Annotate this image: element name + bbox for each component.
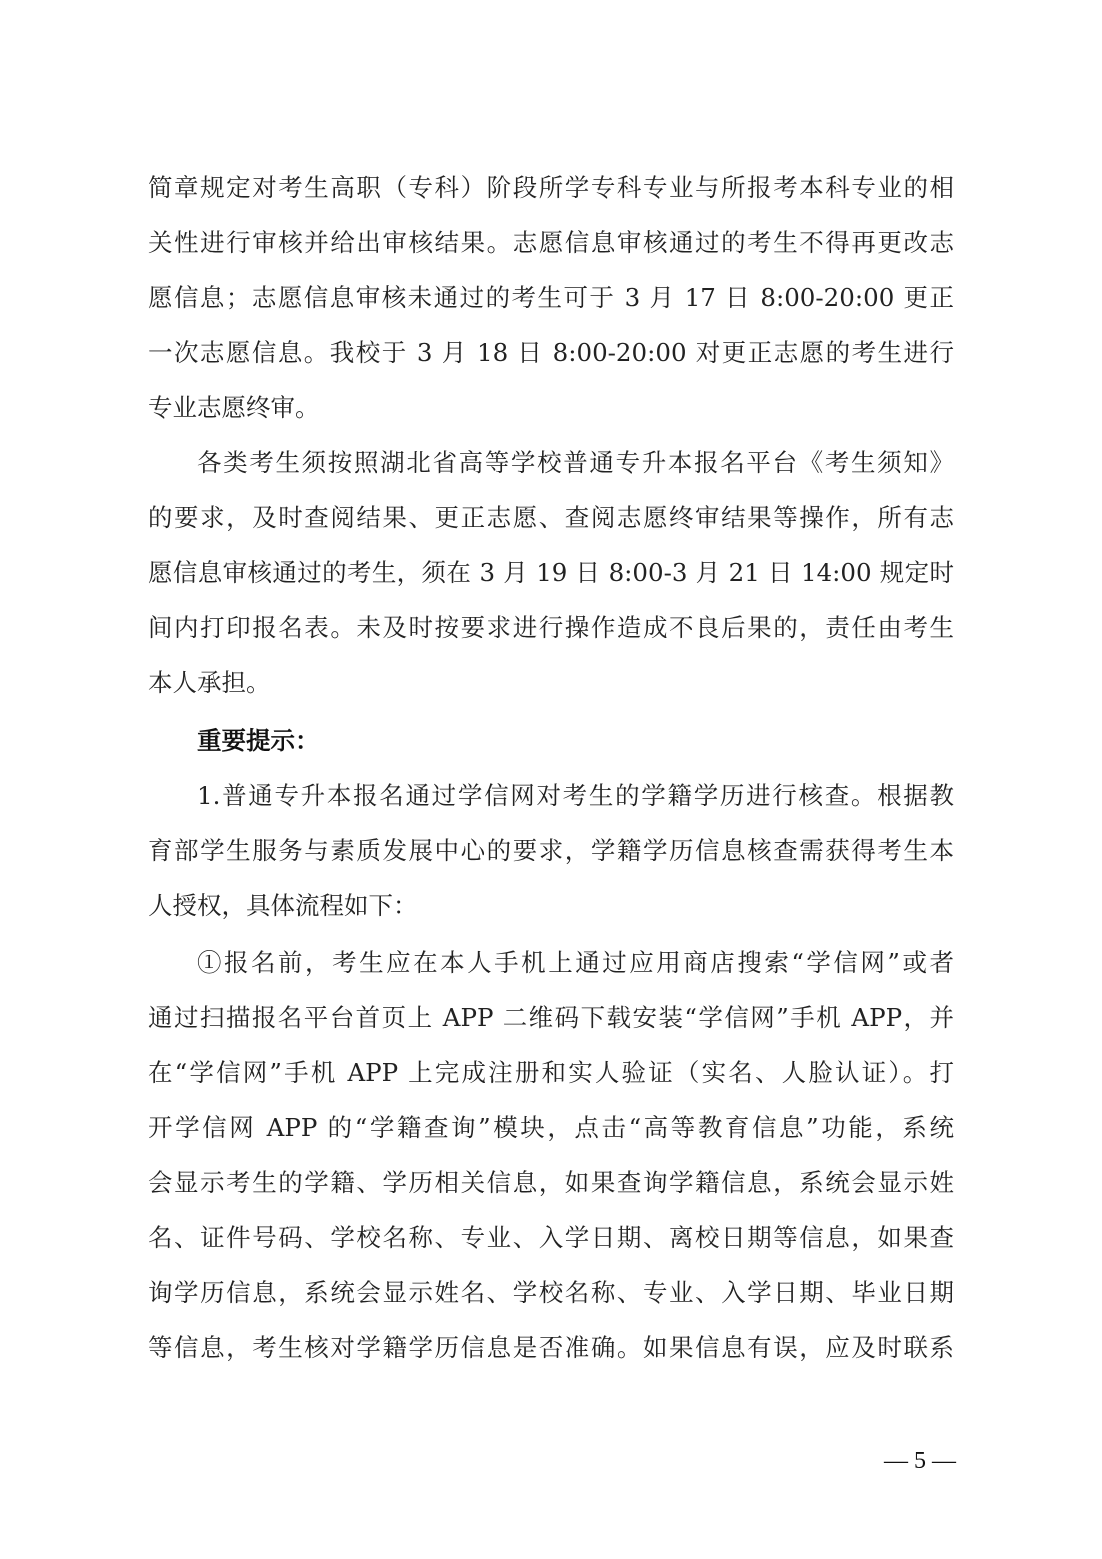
text-line: 一次志愿信息。我校于 3 月 18 日 8:00-20:00 对更正志愿的考生进行 xyxy=(148,338,954,367)
text-line: ①报名前，考生应在本人手机上通过应用商店搜索“学信网”或者 xyxy=(197,948,954,977)
text-line: 会显示考生的学籍、学历相关信息，如果查询学籍信息，系统会显示姓 xyxy=(148,1168,954,1197)
text-line: 的要求，及时查阅结果、更正志愿、查阅志愿终审结果等操作，所有志 xyxy=(148,503,954,532)
text-line: 等信息，考生核对学籍学历信息是否准确。如果信息有误，应及时联系 xyxy=(148,1333,954,1362)
text-line: 人授权，具体流程如下： xyxy=(148,891,418,920)
text-line: 愿信息审核通过的考生，须在 3 月 19 日 8:00-3 月 21 日 14:00 规定时 xyxy=(148,558,954,587)
text-line: 各类考生须按照湖北省高等学校普通专升本报名平台《考生须知》 xyxy=(197,448,954,477)
text-line: 间内打印报名表。未及时按要求进行操作造成不良后果的，责任由考生 xyxy=(148,613,954,642)
text-line: 在“学信网”手机 APP 上完成注册和实人验证（实名、人脸认证）。打 xyxy=(148,1058,954,1087)
text-line: 通过扫描报名平台首页上 APP 二维码下载安装“学信网”手机 APP，并 xyxy=(148,1003,954,1032)
section-heading: 重要提示： xyxy=(197,726,320,755)
text-line: 育部学生服务与素质发展中心的要求，学籍学历信息核查需获得考生本 xyxy=(148,836,954,865)
text-line: 专业志愿终审。 xyxy=(148,393,320,422)
text-line: 简章规定对考生高职（专科）阶段所学专科专业与所报考本科专业的相 xyxy=(148,173,954,202)
text-line: 关性进行审核并给出审核结果。志愿信息审核通过的考生不得再更改志 xyxy=(148,228,954,257)
text-line: 1.普通专升本报名通过学信网对考生的学籍学历进行核查。根据教 xyxy=(197,781,954,810)
text-line: 愿信息；志愿信息审核未通过的考生可于 3 月 17 日 8:00-20:00 更正 xyxy=(148,283,954,312)
text-line: 询学历信息，系统会显示姓名、学校名称、专业、入学日期、毕业日期 xyxy=(148,1278,954,1307)
page-number: — 5 — xyxy=(884,1448,956,1474)
text-line: 本人承担。 xyxy=(148,668,271,697)
text-line: 开学信网 APP 的“学籍查询”模块，点击“高等教育信息”功能，系统 xyxy=(148,1113,954,1142)
text-line: 名、证件号码、学校名称、专业、入学日期、离校日期等信息，如果查 xyxy=(148,1223,954,1252)
